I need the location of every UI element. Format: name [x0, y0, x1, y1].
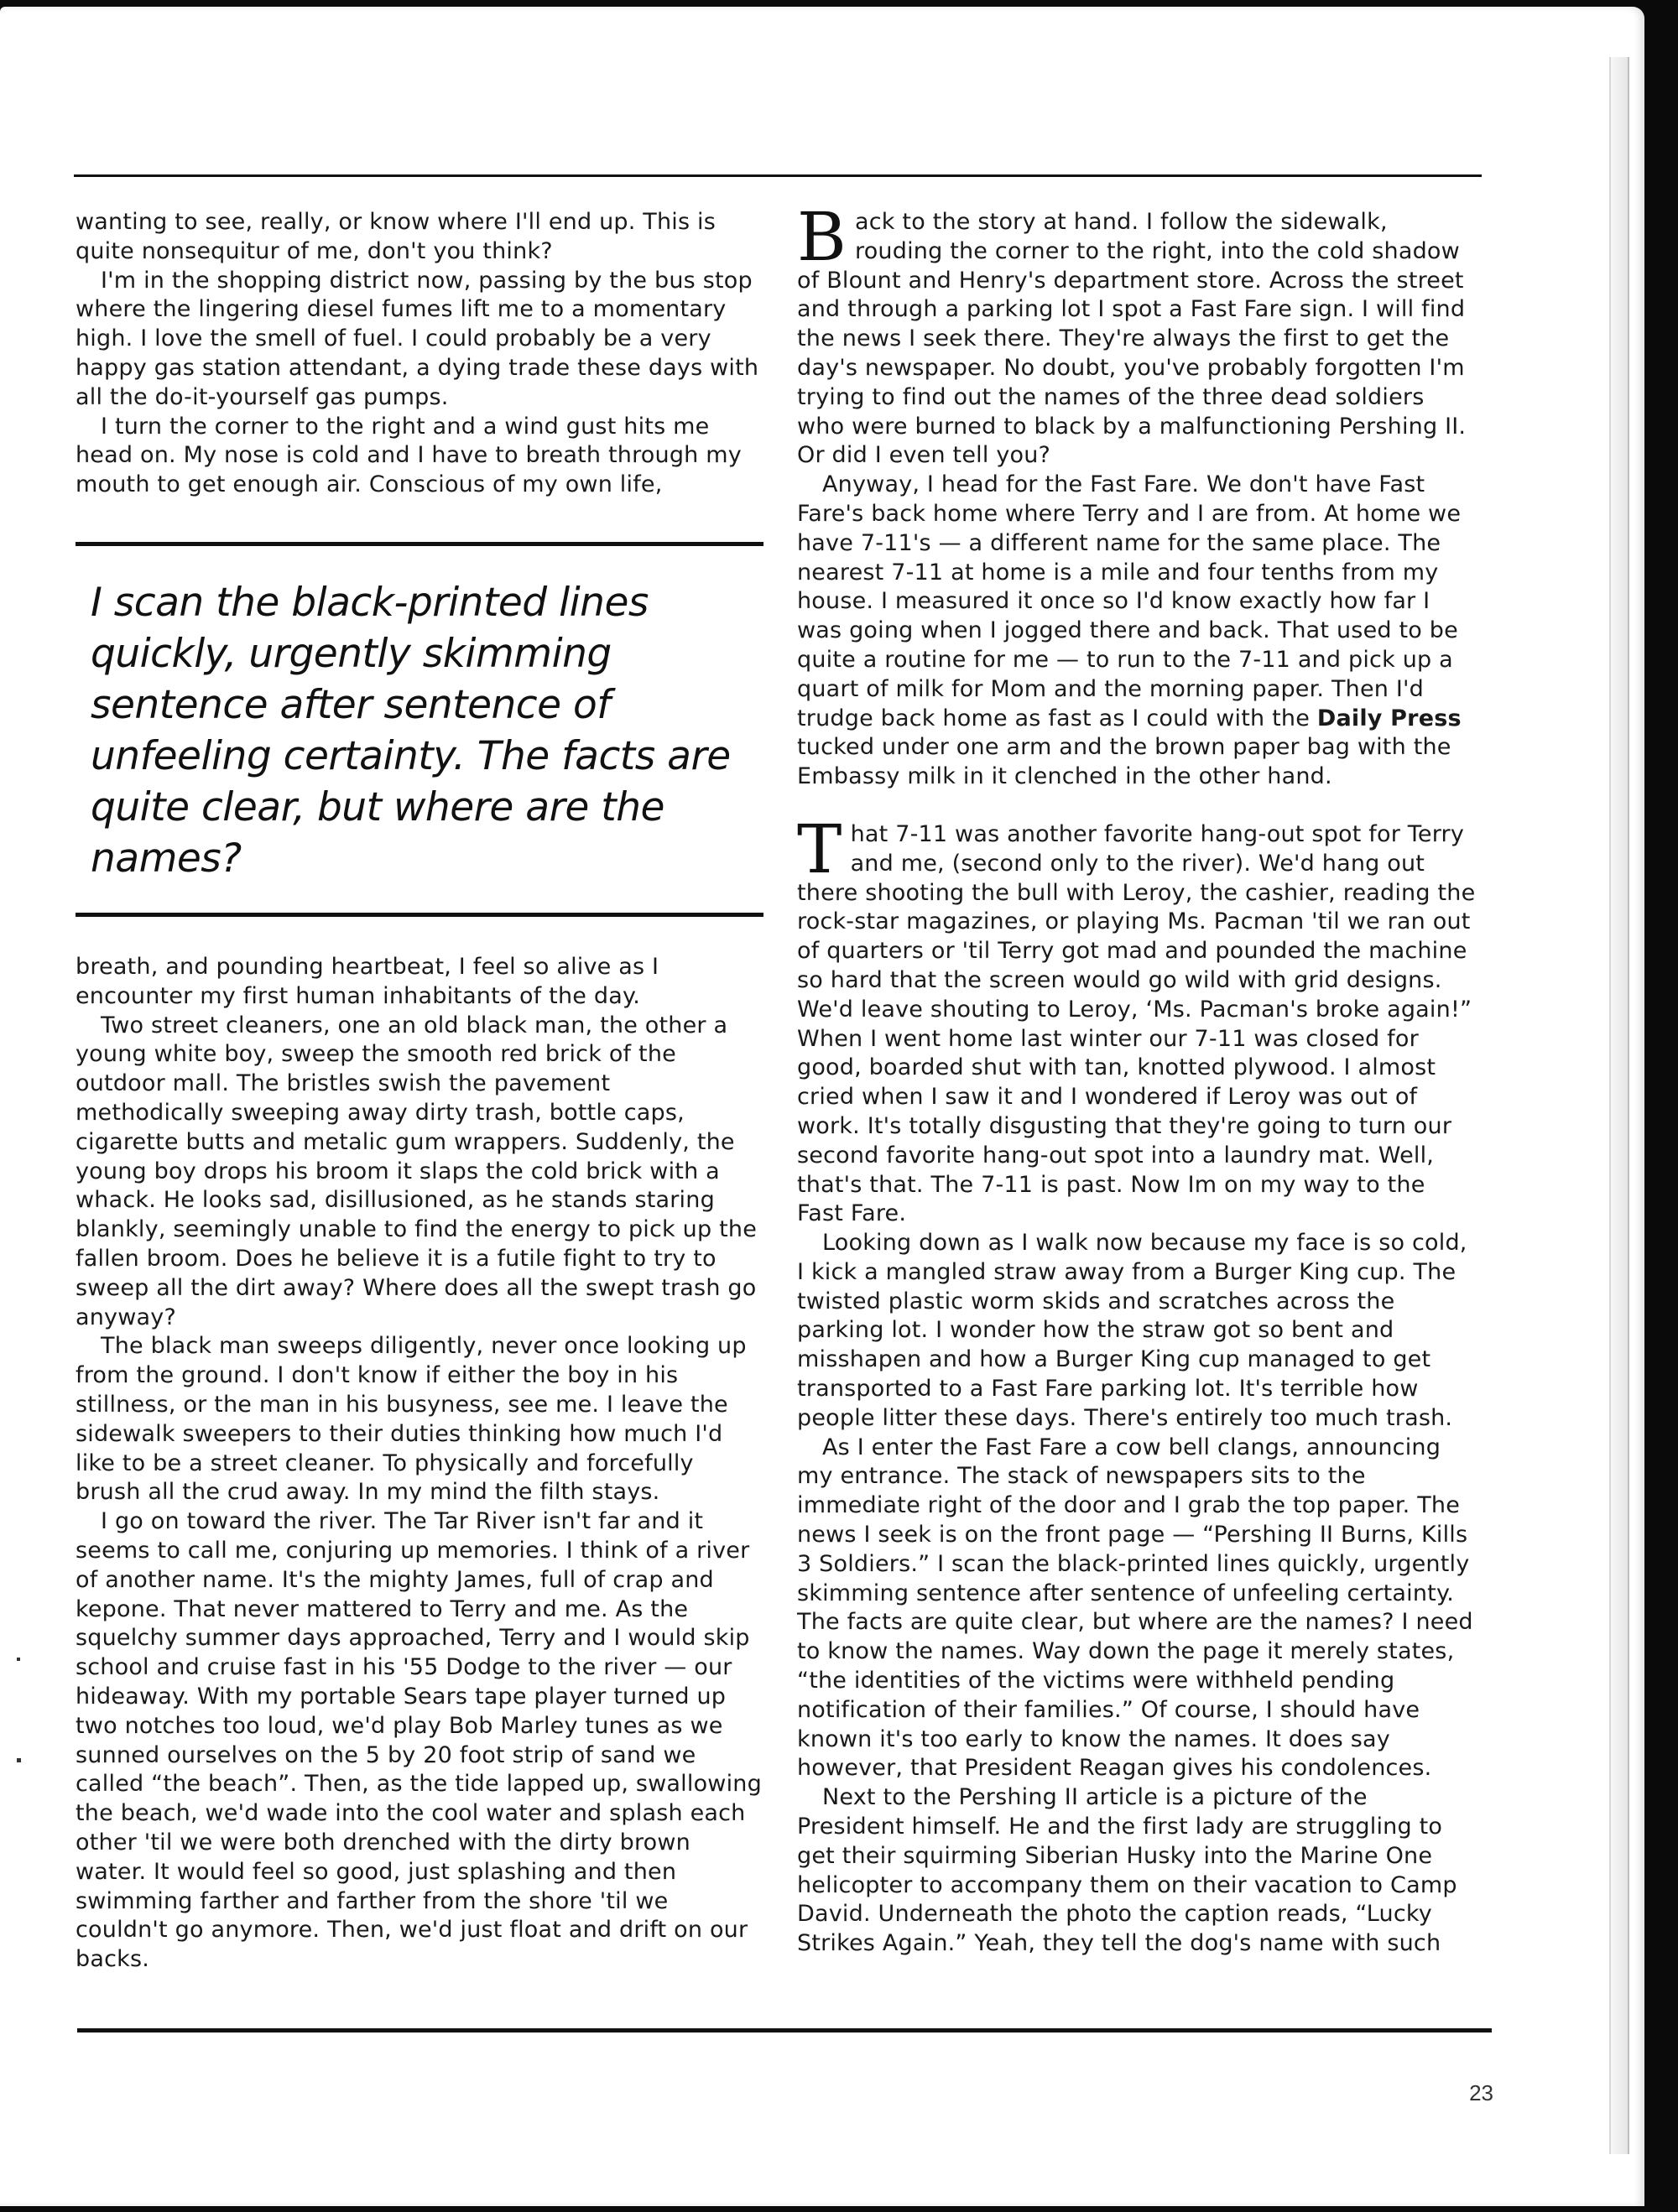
paragraph-text: hat 7-11 was another favorite hang-out spot for Terry and me, (second only to the river). We'd hang out there shooting the bull with Leroy, the cashier, reading the rock-star magazines, or playing Ms. Pacman 'til we ran out of quarters or 'til Terry got mad and pounded the machine so hard that the screen would go wild with grid designs. We'd leave shouting to Leroy, ‘Ms. Pacman's broke again!” When I went home last winter our 7-11 was closed for good, boarded shut with tan, knotted plywood. I almost cried when I saw it and I wondered if Leroy was out of work. It's totally disgusting that they're going to turn our second favorite hang-out spot into a laundry mat. Well, that's that. The 7-11 is past. Now Im on my way to the Fast Fare. — [797, 820, 1476, 1227]
section-paragraph — [797, 809, 1478, 1229]
paragraph-text: tucked under one arm and the brown paper bag with the Embassy milk in it clenched in the other hand. — [797, 734, 1451, 790]
top-rule — [74, 174, 1482, 177]
section-paragraph — [797, 198, 1478, 471]
page-edge — [1609, 57, 1629, 2154]
left-column-top — [76, 208, 762, 500]
newspaper-name: Daily Press — [1316, 705, 1462, 731]
body-paragraph: Looking down as I walk now because my face is so cold, I kick a mangled straw away from a Burger King cup. The twisted plastic worm skids and scratches across the parking lot. I wonder how the straw got so bent and misshapen and how a Burger King cup managed to get transported to a Fast Fare parking lot. It's terrible how people litter these days. There's entirely too much trash. — [797, 1230, 1467, 1431]
page-number: 23 — [1469, 2080, 1493, 2105]
body-paragraph: I'm in the shopping district now, passing by the bus stop where the lingering diesel fumes lift me to a momentary high. I love the smell of fuel. I could probably be a very happy gas station attendant, a dying trade these days with all the do-it-yourself gas pumps. — [76, 267, 759, 410]
paragraph-text: ack to the story at hand. I follow the sidewalk, rouding the corner to the right, into the cold shadow of Blount and Henry's department store. Across the street and through a parking lot I spot a Fast Fare sign. I will find the news I seek there. They're always the first to get the day's newspaper. No doubt, you've probably forgotten I'm trying to find out the names of the three dead soldiers who were burned to black by a malfunctioning Pershing II. Or did I even tell you? — [797, 209, 1467, 469]
margin-mark — [17, 1658, 20, 1661]
magazine-page — [0, 7, 1644, 2206]
right-column — [797, 198, 1478, 1959]
body-paragraph: breath, and pounding heartbeat, I feel so alive as I encounter my first human inhabitants of the day. — [76, 954, 659, 1009]
drop-cap: T — [797, 809, 842, 888]
pull-quote-bottom-rule — [76, 913, 763, 917]
pull-quote-top-rule — [76, 542, 763, 546]
body-paragraph — [797, 471, 1478, 792]
body-paragraph: The black man sweeps diligently, never once looking up from the ground. I don't know if either the boy in his stillness, or the man in his busyness, see me. I leave the sidewalk sweepers to their duties thinking how much I'd like to be a street cleaner. To physically and forcefully brush all the crud away. In my mind the filth stays. — [76, 1333, 747, 1506]
body-paragraph: Two street cleaners, one an old black man, the other a young white boy, sweep the smooth red brick of the outdoor mall. The bristles swish the pavement methodically sweeping away dirty trash, bottle caps, cigarette butts and metalic gum wrappers. Suddenly, the young boy drops his broom it slaps the cold brick with a whack. He looks sad, disillusioned, as he stands staring blankly, seemingly unable to find the energy to pick up the fallen broom. Does he believe it is a futile fight to try to sweep all the dirt away? Where does all the swept trash go anyway? — [76, 1012, 758, 1330]
body-paragraph: As I enter the Fast Fare a cow bell clangs, announcing my entrance. The stack of newspapers sits to the immediate right of the door and I grab the top paper. The news I seek is on the front page — “Pershing II Burns, Kills 3 Soldiers.” I scan the black-printed lines quickly, urgently skimming sentence after sentence of unfeeling certainty. The facts are quite clear, but where are the names? I need to know the names. Way down the page it merely states, “the identities of the victims were withheld pending notification of their families.” Of course, I should have known it's too early to know the names. It does say however, that President Reagan gives his condolences. — [797, 1434, 1473, 1782]
body-paragraph: I go on toward the river. The Tar River isn't far and it seems to call me, conjuring up memories. I think of a river of another name. It's the mighty James, full of crap and kepone. That never mattered to Terry and me. As the squelchy summer days approached, Terry and I would skip school and cruise fast in his '55 Dodge to the river — our hideaway. With my portable Sears tape player turned up two notches too loud, we'd play Bob Marley tunes as we sunned ourselves on the 5 by 20 foot strip of sand we called “the beach”. Then, as the tide lapped up, swallowing the beach, we'd wade into the cool water and splash each other 'til we were both drenched with the dirty brown water. It would feel so good, just splashing and then swimming farther and farther from the shore 'til we couldn't go anymore. Then, we'd just float and drift on our backs. — [76, 1508, 762, 1973]
drop-cap: B — [797, 198, 847, 276]
body-paragraph: I turn the corner to the right and a wind gust hits me head on. My nose is cold and I have to breath through my mouth to get enough air. Conscious of my own life, — [76, 413, 742, 498]
bottom-rule — [77, 2028, 1492, 2032]
body-paragraph: Next to the Pershing II article is a picture of the President himself. He and the first lady are struggling to get their squirming Siberian Husky into the Marine One helicopter to accompany them on their vacation to Camp David. Underneath the photo the caption reads, “Lucky Strikes Again.” Yeah, they tell the dog's name with such — [797, 1784, 1457, 1957]
left-column-bottom — [76, 953, 763, 1975]
pull-quote: I scan the black-printed lines quickly, urgently skimming sentence after sentence of unfeeling certainty. The facts are quite clear, but where are the names? — [91, 580, 731, 882]
paragraph-text: Anyway, I head for the Fast Fare. We don't have Fast Fare's back home where Terry and I are from. At home we have 7-11's — a different name for the same place. The nearest 7-11 at home is a mile and four tenths from my house. I measured it once so I'd know exactly how far I was going when I jogged there and back. That used to be quite a routine for me — to run to the 7-11 and pick up a quart of milk for Mom and the morning paper. Then I'd trudge back home as fast as I could with the — [797, 471, 1462, 731]
body-paragraph: wanting to see, really, or know where I'll end up. This is quite nonsequitur of me, don't you think? — [76, 209, 717, 264]
margin-mark — [17, 1758, 21, 1762]
